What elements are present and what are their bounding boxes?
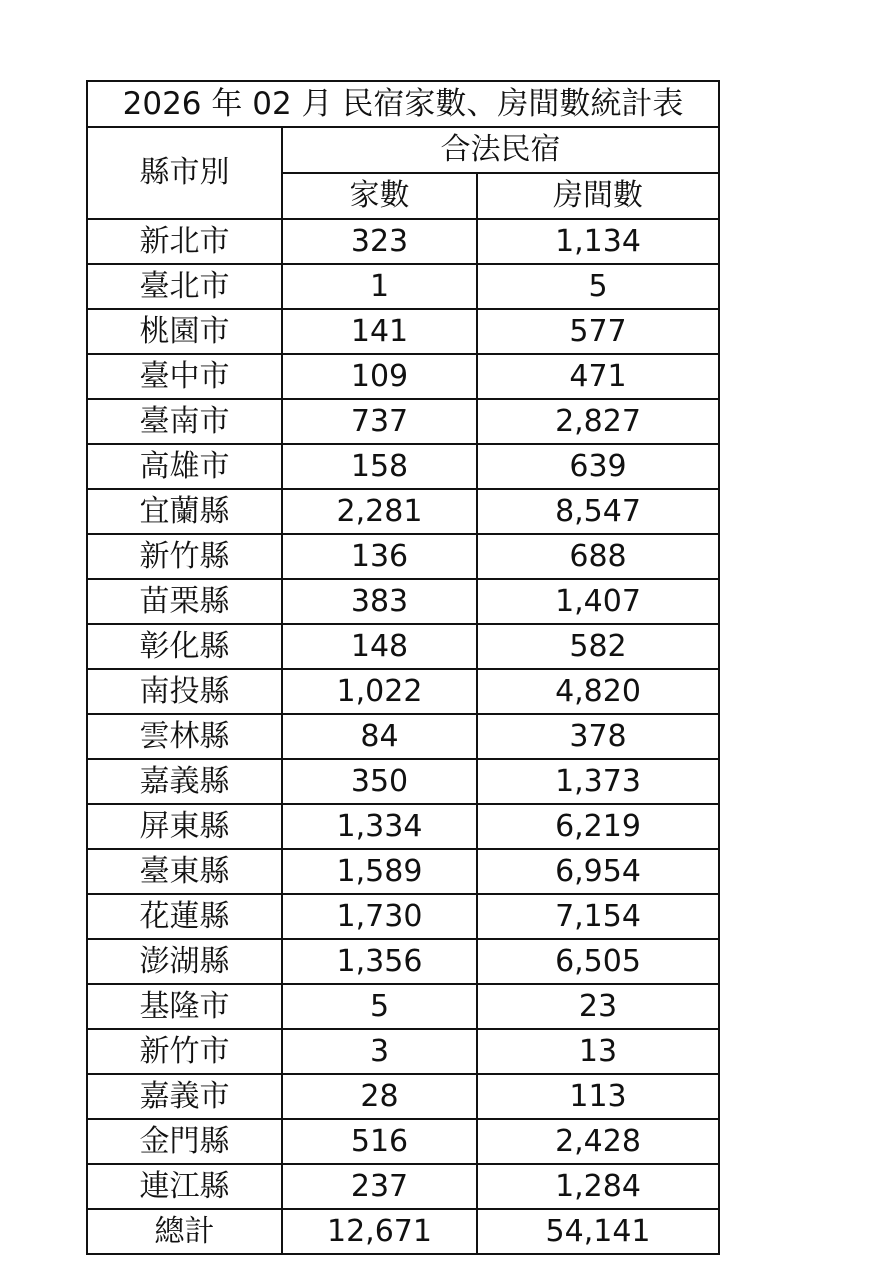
total-label: 總計 xyxy=(87,1209,282,1254)
households-cell: 237 xyxy=(282,1164,477,1209)
table-row xyxy=(87,939,719,984)
header-region: 縣市別 xyxy=(87,127,282,219)
table-row xyxy=(87,444,719,489)
rooms-cell: 4,820 xyxy=(477,669,719,714)
rooms-cell: 471 xyxy=(477,354,719,399)
region-cell: 雲林縣 xyxy=(87,714,282,759)
table-row xyxy=(87,1164,719,1209)
households-cell: 148 xyxy=(282,624,477,669)
households-cell: 737 xyxy=(282,399,477,444)
households-cell: 1,589 xyxy=(282,849,477,894)
households-cell: 5 xyxy=(282,984,477,1029)
rooms-cell: 688 xyxy=(477,534,719,579)
rooms-cell: 1,284 xyxy=(477,1164,719,1209)
region-cell: 花蓮縣 xyxy=(87,894,282,939)
households-cell: 109 xyxy=(282,354,477,399)
rooms-cell: 1,134 xyxy=(477,219,719,264)
table-row xyxy=(87,714,719,759)
households-cell: 350 xyxy=(282,759,477,804)
households-cell: 516 xyxy=(282,1119,477,1164)
households-cell: 84 xyxy=(282,714,477,759)
region-cell: 嘉義縣 xyxy=(87,759,282,804)
rooms-cell: 1,407 xyxy=(477,579,719,624)
region-cell: 高雄市 xyxy=(87,444,282,489)
region-cell: 臺東縣 xyxy=(87,849,282,894)
region-cell: 苗栗縣 xyxy=(87,579,282,624)
table-row xyxy=(87,309,719,354)
region-cell: 臺北市 xyxy=(87,264,282,309)
table-row xyxy=(87,759,719,804)
region-cell: 南投縣 xyxy=(87,669,282,714)
table-row xyxy=(87,849,719,894)
table-row xyxy=(87,669,719,714)
rooms-cell: 2,428 xyxy=(477,1119,719,1164)
households-cell: 3 xyxy=(282,1029,477,1074)
table-row xyxy=(87,1029,719,1074)
rooms-cell: 5 xyxy=(477,264,719,309)
rooms-cell: 2,827 xyxy=(477,399,719,444)
region-cell: 嘉義市 xyxy=(87,1074,282,1119)
region-cell: 臺南市 xyxy=(87,399,282,444)
region-cell: 桃園市 xyxy=(87,309,282,354)
rooms-cell: 639 xyxy=(477,444,719,489)
households-cell: 1,730 xyxy=(282,894,477,939)
region-cell: 宜蘭縣 xyxy=(87,489,282,534)
households-cell: 1,356 xyxy=(282,939,477,984)
households-cell: 1 xyxy=(282,264,477,309)
region-cell: 金門縣 xyxy=(87,1119,282,1164)
rooms-cell: 1,373 xyxy=(477,759,719,804)
total-row xyxy=(87,1209,719,1254)
households-cell: 2,281 xyxy=(282,489,477,534)
table-row xyxy=(87,624,719,669)
header-households: 家數 xyxy=(282,173,477,219)
table-title: 2026 年 02 月 民宿家數、房間數統計表 xyxy=(87,81,719,127)
region-cell: 新北市 xyxy=(87,219,282,264)
region-cell: 屏東縣 xyxy=(87,804,282,849)
rooms-cell: 7,154 xyxy=(477,894,719,939)
households-cell: 136 xyxy=(282,534,477,579)
region-cell: 臺中市 xyxy=(87,354,282,399)
households-cell: 141 xyxy=(282,309,477,354)
rooms-cell: 113 xyxy=(477,1074,719,1119)
rooms-cell: 23 xyxy=(477,984,719,1029)
table-row xyxy=(87,489,719,534)
households-cell: 1,334 xyxy=(282,804,477,849)
bnb-statistics-table xyxy=(86,80,720,1255)
header-legal-bnb: 合法民宿 xyxy=(282,127,719,173)
table-row xyxy=(87,894,719,939)
households-cell: 323 xyxy=(282,219,477,264)
region-cell: 新竹市 xyxy=(87,1029,282,1074)
table-row xyxy=(87,534,719,579)
table-row xyxy=(87,1119,719,1164)
table-row xyxy=(87,264,719,309)
header-rooms: 房間數 xyxy=(477,173,719,219)
total-households: 12,671 xyxy=(282,1209,477,1254)
rooms-cell: 13 xyxy=(477,1029,719,1074)
rooms-cell: 6,219 xyxy=(477,804,719,849)
table-row xyxy=(87,219,719,264)
total-rooms: 54,141 xyxy=(477,1209,719,1254)
households-cell: 158 xyxy=(282,444,477,489)
rooms-cell: 6,954 xyxy=(477,849,719,894)
rooms-cell: 6,505 xyxy=(477,939,719,984)
region-cell: 澎湖縣 xyxy=(87,939,282,984)
table-row xyxy=(87,354,719,399)
table-row xyxy=(87,579,719,624)
rooms-cell: 582 xyxy=(477,624,719,669)
table-row xyxy=(87,1074,719,1119)
table-row xyxy=(87,984,719,1029)
households-cell: 1,022 xyxy=(282,669,477,714)
rooms-cell: 8,547 xyxy=(477,489,719,534)
region-cell: 基隆市 xyxy=(87,984,282,1029)
table-row xyxy=(87,804,719,849)
households-cell: 383 xyxy=(282,579,477,624)
region-cell: 新竹縣 xyxy=(87,534,282,579)
table-row xyxy=(87,399,719,444)
rooms-cell: 577 xyxy=(477,309,719,354)
region-cell: 彰化縣 xyxy=(87,624,282,669)
region-cell: 連江縣 xyxy=(87,1164,282,1209)
households-cell: 28 xyxy=(282,1074,477,1119)
rooms-cell: 378 xyxy=(477,714,719,759)
